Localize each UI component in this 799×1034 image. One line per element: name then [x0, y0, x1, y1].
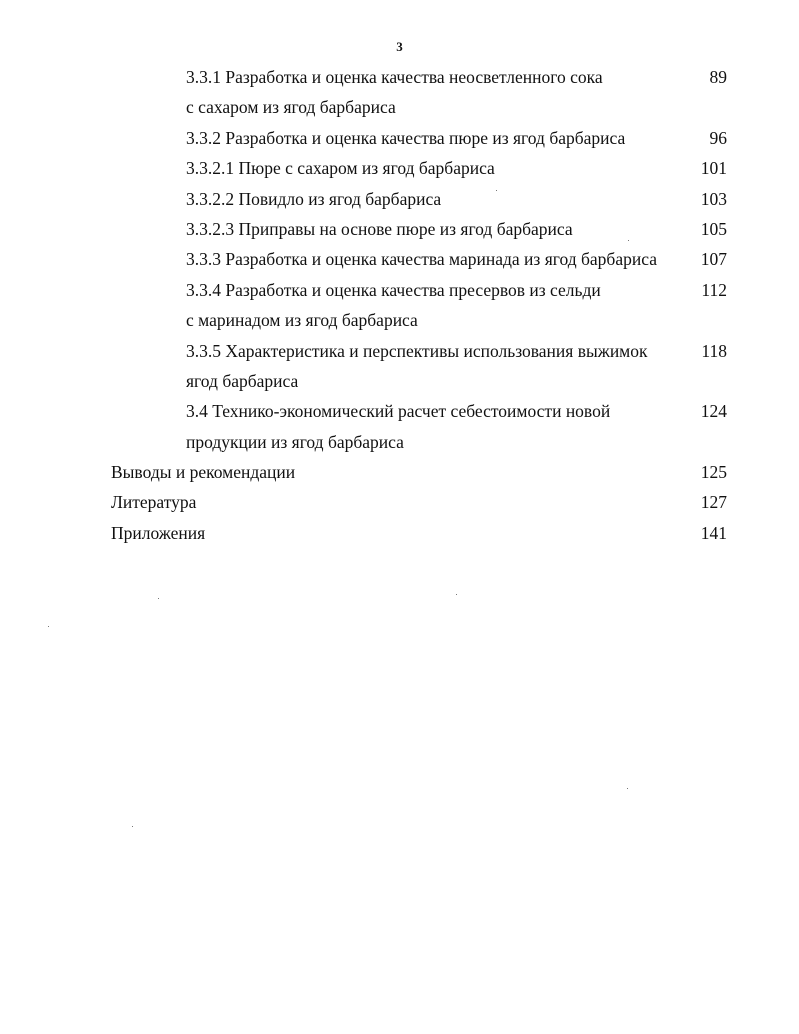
toc-entry-text: ягод барбариса — [186, 370, 299, 391]
scan-speck — [48, 626, 49, 627]
toc-entry-page: 89 — [709, 67, 727, 87]
toc-entry-page: 127 — [700, 492, 727, 513]
scan-speck — [496, 190, 497, 191]
toc-entry-line — [0, 336, 799, 366]
toc-entry-line — [0, 214, 799, 244]
toc-entry-page: 118 — [701, 340, 727, 361]
toc-entry-text: с сахаром из ягод барбариса — [186, 97, 396, 118]
toc-entry-line — [0, 457, 799, 487]
toc-entry-text: Выводы и рекомендации — [111, 462, 296, 483]
toc-entry-text: 3.3.1 Разработка и оценка качества неосветленного сока — [186, 67, 603, 87]
toc-entry-page: 103 — [700, 188, 727, 209]
toc-entry-page: 107 — [700, 249, 727, 270]
toc-entry-line — [0, 366, 799, 396]
toc-entry-line — [0, 92, 799, 122]
scan-speck — [132, 826, 133, 827]
toc-entry-page: 96 — [709, 127, 727, 148]
toc-entry-text: 3.3.3 Разработка и оценка качества маринада из ягод барбариса — [186, 249, 657, 270]
toc-entry-line — [0, 153, 799, 183]
toc-entry-page: 141 — [700, 522, 727, 543]
table-of-contents — [0, 62, 799, 548]
toc-entry-line — [0, 427, 799, 457]
toc-entry-text: 3.3.2.2 Повидло из ягод барбариса — [186, 188, 442, 209]
toc-entry-text: 3.3.2.3 Приправы на основе пюре из ягод барбариса — [186, 218, 573, 239]
toc-entry-line — [0, 396, 799, 426]
scan-speck — [456, 594, 457, 595]
toc-entry-text: 3.3.2 Разработка и оценка качества пюре из ягод барбариса — [186, 127, 626, 148]
toc-entry-text: 3.3.5 Характеристика и перспективы использования выжимок — [186, 340, 648, 361]
toc-entry-text: с маринадом из ягод барбариса — [186, 310, 418, 331]
scan-speck — [627, 788, 628, 789]
toc-entry-line — [0, 184, 799, 214]
scan-speck — [158, 598, 159, 599]
toc-entry-text: 3.3.4 Разработка и оценка качества пресервов из сельди — [186, 279, 601, 300]
toc-entry-page: 112 — [701, 279, 727, 300]
toc-entry-line — [0, 305, 799, 335]
toc-entry-page: 105 — [700, 218, 727, 239]
scan-speck — [628, 240, 629, 241]
toc-entry-text: Приложения — [111, 522, 206, 543]
toc-entry-text: продукции из ягод барбариса — [186, 431, 404, 452]
toc-entry-text: 3.4 Технико-экономический расчет себестоимости новой — [186, 401, 611, 422]
toc-entry-line — [0, 123, 799, 153]
toc-entry-line — [0, 244, 799, 274]
toc-entry-line — [0, 487, 799, 517]
toc-entry-page: 124 — [700, 401, 727, 422]
toc-entry-line — [0, 62, 799, 92]
toc-entry-text: 3.3.2.1 Пюре с сахаром из ягод барбариса — [186, 158, 495, 179]
toc-entry-page: 101 — [700, 158, 727, 179]
page-number: 3 — [396, 39, 403, 54]
toc-entry-page: 125 — [700, 462, 727, 483]
toc-entry-line — [0, 518, 799, 548]
toc-entry-text: Литература — [111, 492, 197, 513]
toc-entry-line — [0, 275, 799, 305]
